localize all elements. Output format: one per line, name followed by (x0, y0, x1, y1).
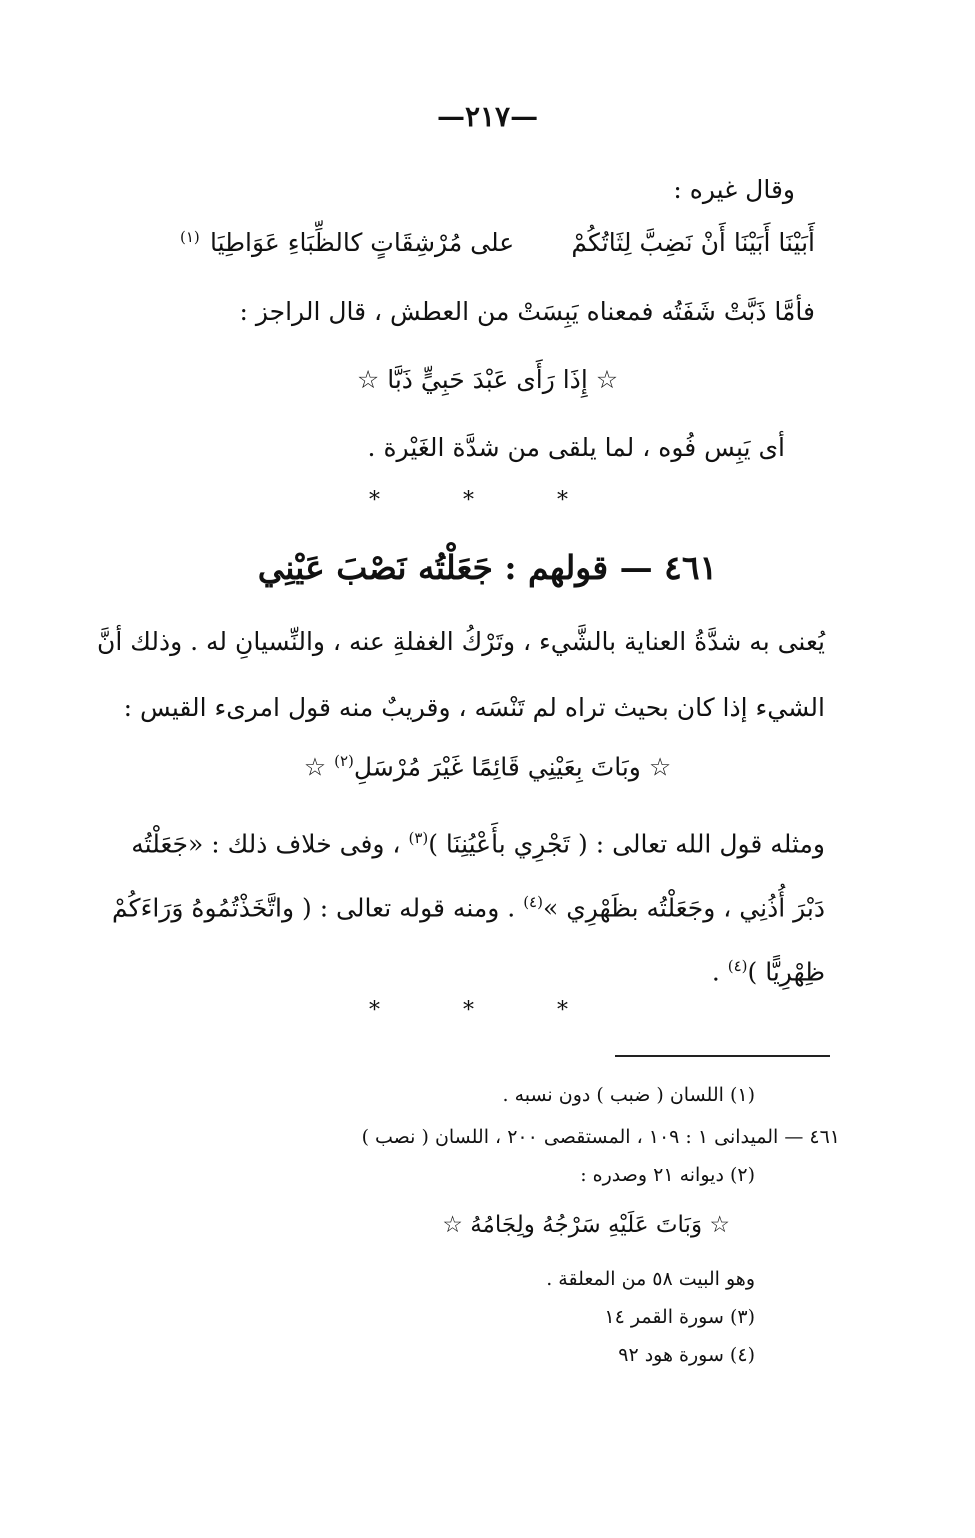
proverb-quote: دَبْرَ أُذُنِي ، وجَعَلْتُه بظَهْرِي » (542, 893, 825, 923)
text-line: أى يَبِس فُوه ، لما يلقى من شدَّة الغَيْرة . (367, 433, 785, 462)
footnote: ٤٦١ — الميدانى ١ : ١٠٩ ، المستقصى ٢٠٠ ، اللسان ( نصب ) (361, 1126, 840, 1148)
section-separator: * * * (369, 488, 606, 513)
footnote-marker: (٢) (334, 752, 354, 770)
rajaz-verse: ☆ إِذَا رَأَى عَبْدَ حَبِيٍّ ذَبَّا ☆ (356, 365, 619, 394)
paragraph-line (712, 946, 825, 992)
footnote-marker: (١) (180, 228, 200, 246)
verse-text: ☆ وبَاتَ بِعَيْنِي قَائِمًا غَيْرَ مُرْسَلِ (353, 752, 672, 782)
section-separator: * * * (369, 998, 606, 1023)
quoted-verse (0, 752, 975, 781)
line-rest: . (711, 957, 728, 987)
paragraph-line (112, 882, 825, 928)
footnote: (١) اللسان ( ضبب ) دون نسبه . (502, 1084, 755, 1106)
text-line: فأمَّا ذَبَّتْ شَفَتُه فمعناه يَبِسَتْ من العطش ، قال الراجز : (239, 297, 815, 326)
page-number: —٢١٧— (436, 100, 539, 133)
footnote: وهو البيت ٥٨ من المعلقة . (546, 1268, 755, 1290)
footnote: (٢) ديوانه ٢١ وصدره : (580, 1164, 755, 1186)
footnote-rule (615, 1055, 830, 1057)
line-rest: . ومنه قوله تعالى : ( واتَّخَذْتُمُوهُ وَرَاءَكُمْ (112, 893, 524, 923)
paragraph-line: يُعنى به شدَّةُ العناية بالشَّيء ، وتَرْكُ الغفلةِ عنه ، والنِّسيانِ له . وذلك أنَّ (97, 627, 825, 656)
paragraph-line (131, 818, 825, 864)
line-rest: ، وفى خلاف ذلك : «جَعَلْتُه (131, 829, 409, 859)
verse-1-first-hemistich: أَبَيْنَا أَبَيْنَا أَنْ نَضِبَّ لِثَاتُكُمْ (571, 228, 815, 257)
intro-line: وقال غيره : (673, 175, 795, 204)
paragraph-line: الشيء إذا كان بحيث تراه لم تَنْسَه ، وقريبٌ منه قول امرىء القيس : (123, 693, 825, 722)
verse-1-second-hemistich: على مُرْشِقَاتٍ كالظِّبَاءِ عَوَاطِيَا (210, 228, 515, 257)
footnote-marker: (٣) (408, 829, 429, 847)
quran-quote: ومثله قول الله تعالى : ( تَجْرِي بأَعْيُنِنَا ) (428, 829, 825, 859)
footnote-marker: (٤) (727, 957, 748, 975)
footnote: (٤) سورة هود ٩٢ (618, 1344, 755, 1366)
verse-end-star: ☆ (303, 752, 327, 782)
footnote: (٣) سورة القمر ١٤ (604, 1306, 755, 1328)
section-heading: ٤٦١ — قولهم : جَعَلْتُه نَصْبَ عَيْنِي (257, 548, 718, 587)
footnote-marker: (٤) (523, 893, 543, 911)
footnote-verse: ☆ وَبَاتَ عَلَيْهِ سَرْجُهُ ولِجَامُهُ ☆ (442, 1212, 730, 1238)
quran-quote: ظِهْرِيًّا ) (747, 957, 825, 987)
